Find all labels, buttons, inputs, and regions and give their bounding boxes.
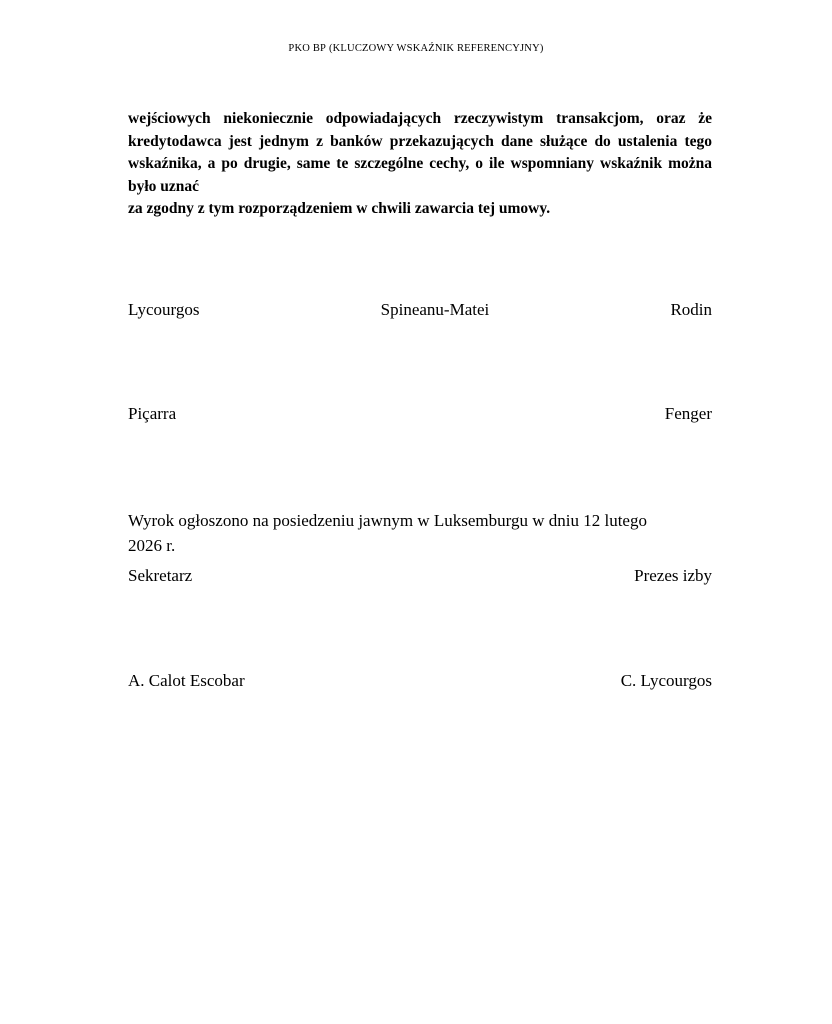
signature-names-row: [128, 671, 712, 691]
paragraph-text: [128, 108, 712, 221]
pronouncement-text: [128, 508, 712, 558]
body-text-block: [128, 108, 712, 221]
pronouncement-line-2: 2026 r.: [128, 536, 176, 555]
judge-name-right-2: Fenger: [664, 404, 712, 423]
signature-role-president: Prezes izby: [634, 566, 712, 585]
signature-name-president: C. Lycourgos: [620, 671, 712, 690]
page-header: [0, 43, 832, 54]
signature-name-registrar: A. Calot Escobar: [128, 671, 245, 690]
judge-name-left-2: Piçarra: [128, 404, 177, 423]
judge-name-right: Rodin: [670, 300, 712, 319]
pronouncement-line-1: Wyrok ogłoszono na posiedzeniu jawnym w Luksemburgu w dniu 12 lutego: [128, 511, 647, 530]
paragraph-line-main: wejściowych niekoniecznie odpowiadających rzeczywistym transakcjom, oraz że kredytodawca jest jednym z banków przekazujących dane służące do ustalenia tego wskaźnika, a po drugie, same te szczególne cechy, o ile wspomniany wskaźnik można było uznać: [128, 110, 712, 195]
signature-role-registrar: Sekretarz: [128, 566, 193, 585]
judges-row-first: [128, 300, 712, 320]
judge-name-left: Lycourgos: [128, 300, 200, 319]
header-case-name: PKO BP: [288, 43, 327, 54]
judge-name-center: Spineanu-Matei: [380, 300, 490, 319]
header-subject: (KLUCZOWY WSKAŹNIK REFERENCYJNY): [328, 43, 544, 54]
paragraph-line-last: za zgodny z tym rozporządzeniem w chwili zawarcia tej umowy.: [128, 200, 551, 217]
judges-row-second: [128, 404, 712, 424]
signature-roles-row: [128, 566, 712, 586]
